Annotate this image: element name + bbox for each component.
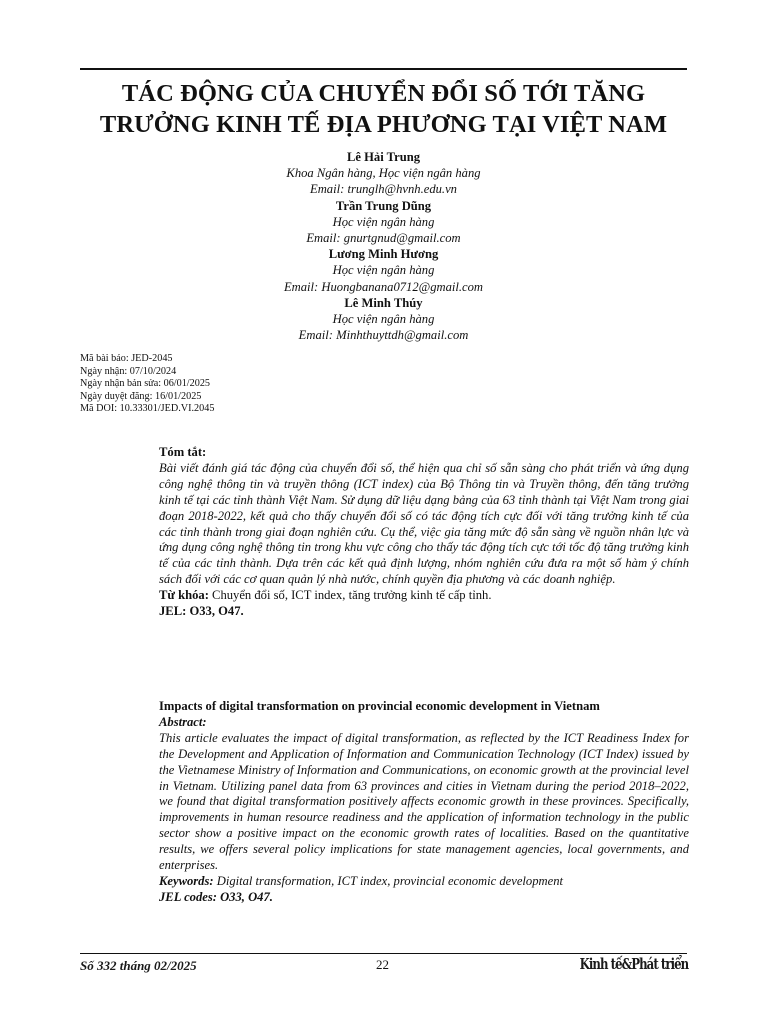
abstract-english (159, 699, 689, 906)
abstract-vi-heading: Tóm tắt: (159, 445, 207, 459)
author-name: Lê Hải Trung (346, 150, 420, 164)
title-line-2: TRƯỞNG KINH TẾ ĐỊA PHƯƠNG TẠI VIỆT NAM (99, 111, 668, 138)
abstract-vi-body: Bài viết đánh giá tác động của chuyển đổi số, thể hiện qua chỉ số sẵn sàng cho phát triển và ứng dụng công nghệ thông tin và truyền thông (ICT index) của Bộ Thông tin và Truyền thông, đến tăng trưởng kinh tế tại các tỉnh thành Việt Nam. Sử dụng dữ liệu dạng bảng của 63 tỉnh thành tại Việt Nam trong giai đoạn 2018-2022, kết quả cho thấy chuyển đổi số có tác động tích cực đối với tăng trưởng kinh tế của các tỉnh thành trong giai đoạn nghiên cứu. Cụ thể, việc gia tăng mức độ sẵn sàng về nguồn nhân lực và ứng dụng công nghệ thông tin trong khu vực công cho thấy tác động tích cực tới tốc độ tăng trưởng kinh tế của các tỉnh thành. Dựa trên các kết quả định lượng, nhóm nghiên cứu đưa ra một số hàm ý chính sách đối với các cơ quan quản lý nhà nước, chính quyền địa phương và các doanh nghiệp. (159, 460, 689, 587)
doi: Mã DOI: 10.33301/JED.VI.2045 (80, 403, 215, 415)
revised-date: Ngày nhận bản sửa: 06/01/2025 (80, 378, 211, 390)
author-name: Lê Minh Thúy (344, 295, 423, 310)
keywords-en-label: Keywords: (159, 873, 214, 888)
author-email: Email: gnurtgnud@gmail.com (306, 231, 461, 246)
article-metadata (80, 353, 214, 416)
accepted-date: Ngày duyệt đăng: 16/01/2025 (80, 390, 202, 402)
paper-title (80, 78, 687, 140)
author-affiliation: Học viện ngân hàng (332, 312, 435, 327)
page-number: 22 (376, 957, 389, 972)
journal-logo: Kinh tế&Phát triển (579, 955, 688, 973)
keywords-vi-text: Chuyển đổi số, ICT index, tăng trưởng kinh tế cấp tỉnh. (208, 588, 492, 603)
author-email: Email: Minhthuyttdh@gmail.com (298, 328, 469, 343)
keywords-en-text: Digital transformation, ICT index, provincial economic development (213, 873, 564, 888)
author-affiliation: Khoa Ngân hàng, Học viện ngân hàng (286, 166, 481, 181)
issue-label: Số 332 tháng 02/2025 (80, 958, 197, 973)
jel-en: JEL codes: O33, O47. (159, 889, 273, 904)
article-code: Mã bài báo: JED-2045 (80, 353, 173, 364)
keywords-en (159, 874, 689, 890)
keywords-vi-label: Từ khóa: (159, 588, 209, 603)
english-title: Impacts of digital transformation on provincial economic development in Vietnam (159, 699, 600, 713)
received-date: Ngày nhận: 07/10/2024 (80, 365, 177, 377)
jel-vi: JEL: O33, O47. (159, 604, 244, 619)
author-block (80, 149, 687, 343)
abstract-en-body: This article evaluates the impact of digital transformation, as reflected by the ICT Readiness Index for the Development and Application of Information and Communication Technology (ICT Index) issued by the Vietnamese Ministry of Information and Communications, on economic growth at the provincial level in Vietnam. Utilizing panel data from 63 provinces and cities in Vietnam during the period 2018–2022, we found that digital transformation positively affects economic growth in these provinces. Specifically, improvements in human resource readiness and the application of information technology in the public sector show a positive impact on the economic growth rates of localities. Based on the quantitative results, we offers several policy implications for state management agencies, local governments, and enterprises. (159, 730, 689, 873)
abstract-en-heading: Abstract: (159, 714, 207, 729)
author-affiliation: Học viện ngân hàng (332, 263, 435, 278)
footer-rule (80, 953, 687, 954)
author-email: Email: Huongbanana0712@gmail.com (283, 279, 484, 294)
keywords-vi (159, 588, 689, 604)
author-email: Email: trunglh@hvnh.edu.vn (310, 182, 457, 197)
author-name: Lương Minh Hương (328, 247, 439, 262)
title-line-1: TÁC ĐỘNG CỦA CHUYỂN ĐỔI SỐ TỚI TĂNG (121, 80, 646, 107)
author-name: Trần Trung Dũng (335, 198, 432, 213)
abstract-vietnamese (159, 445, 689, 620)
top-rule (80, 68, 687, 70)
author-affiliation: Học viện ngân hàng (332, 214, 435, 229)
